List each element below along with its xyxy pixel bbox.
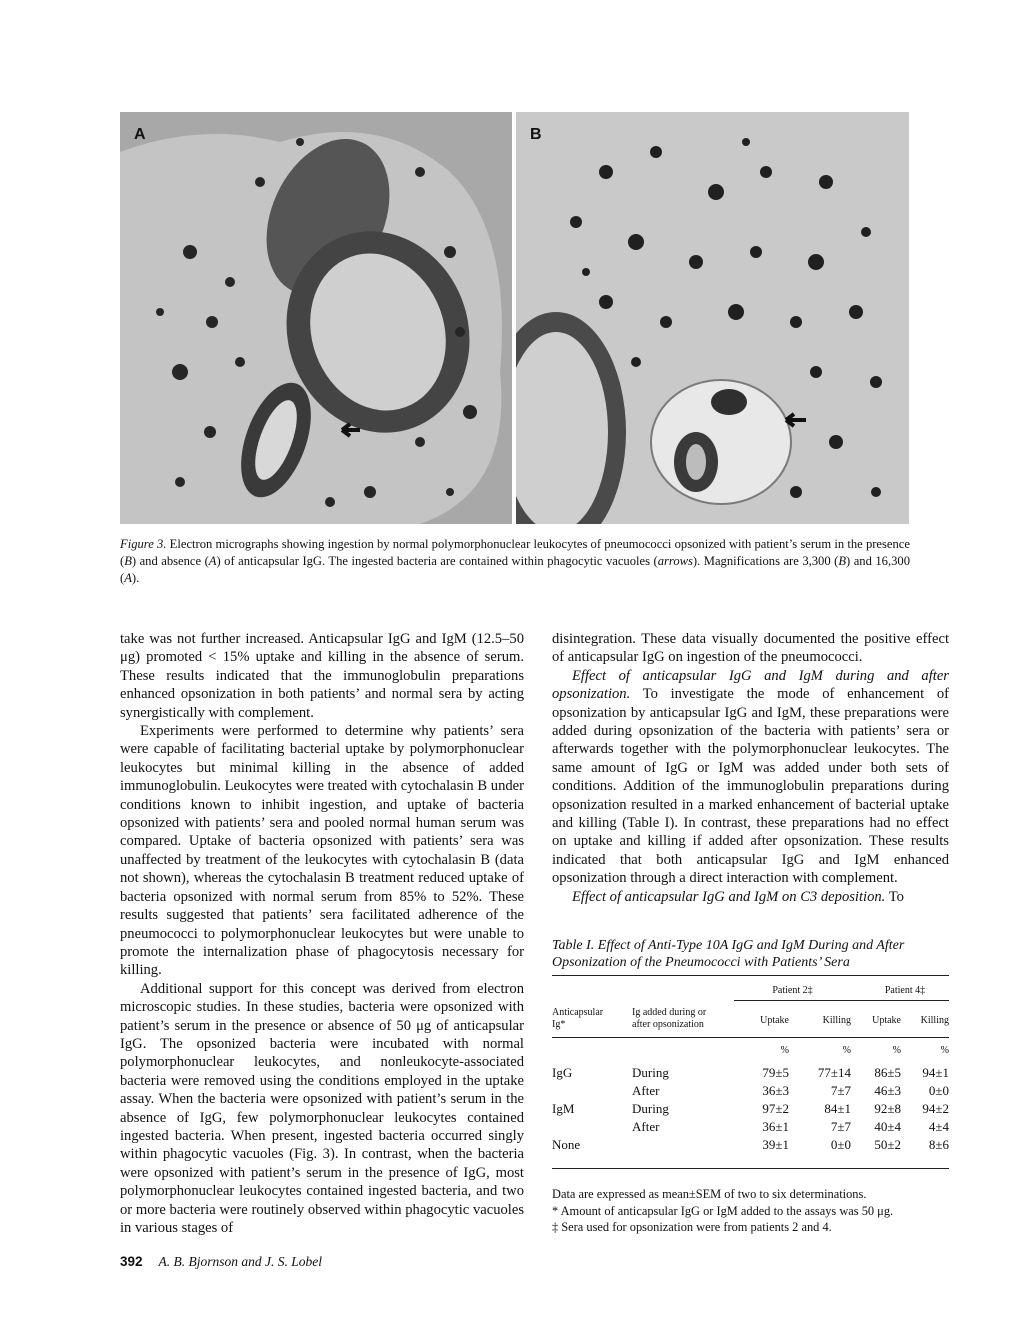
caption-text: ) and 16,300 ( bbox=[120, 554, 910, 585]
table-cell: After bbox=[632, 1118, 660, 1134]
unit-label: % bbox=[892, 1044, 901, 1056]
micrograph-a-image bbox=[120, 112, 512, 524]
table-cell: 8±6 bbox=[928, 1136, 949, 1152]
data-table bbox=[552, 975, 949, 1169]
table-cell: During bbox=[632, 1064, 669, 1080]
table-row bbox=[552, 1082, 949, 1100]
table-cell: IgG bbox=[552, 1064, 573, 1080]
caption-ref: arrows bbox=[657, 554, 693, 568]
caption-ref: B bbox=[124, 554, 132, 568]
column-header: Killing bbox=[920, 1014, 949, 1026]
table-cell bbox=[552, 1082, 632, 1100]
table-cell: 94±2 bbox=[922, 1100, 949, 1116]
table-cell: During bbox=[632, 1100, 669, 1116]
column-header: Uptake bbox=[760, 1014, 789, 1026]
caption-text: ) and absence ( bbox=[131, 554, 209, 568]
table-row bbox=[552, 1136, 949, 1154]
page-number: 392 bbox=[120, 1254, 143, 1269]
micrograph-panel-a bbox=[120, 112, 512, 524]
column-header bbox=[552, 1001, 632, 1031]
unit-label: % bbox=[780, 1044, 789, 1056]
caption-text: ). Magnifications are 3,300 ( bbox=[692, 554, 839, 568]
caption-ref: A bbox=[208, 554, 217, 568]
table-cell: 40±4 bbox=[874, 1118, 901, 1134]
unit-label: % bbox=[842, 1044, 851, 1056]
table-cell bbox=[632, 1136, 734, 1154]
table-cell: 0±0 bbox=[928, 1082, 949, 1098]
paragraph: Additional support for this concept was derived from electron microscopic studies. In these studies, bacteria were opsonized with patient’s serum in the presence or absence of 50 μg of anticapsular IgG. The opsonized bacteria were incubated with normal polymorphonuclear leukocytes, and nonleukocyte-associated bacteria were removed using the conditions employed in the uptake assay. When the bacteria were opsonized with patient’s serum in the absence of IgG, few polymorphonuclear leukocytes contained ingested bacteria. When present, ingested bacteria occurred singly within phagocytic vacuoles (Fig. 3). In contrast, when the bacteria were opsonized with patient’s serum in the presence of IgG, most polymorphonuclear leukocytes contained ingested bacteria, and two or more bacteria were routinely observed within phagocytic vacuoles in various stages of bbox=[120, 980, 524, 1236]
table-cell: 92±8 bbox=[874, 1100, 901, 1116]
table-cell: None bbox=[552, 1136, 581, 1152]
table-cell: 84±1 bbox=[824, 1100, 851, 1116]
table-cell: 94±1 bbox=[922, 1064, 949, 1080]
unit-label: % bbox=[940, 1044, 949, 1056]
caption-label: Figure 3. bbox=[120, 537, 167, 551]
column-header-line: Ig* bbox=[552, 1018, 566, 1030]
figure-caption bbox=[120, 536, 910, 587]
table-cell bbox=[552, 1118, 632, 1136]
right-column bbox=[552, 630, 949, 906]
table-cell: 7±7 bbox=[830, 1118, 851, 1134]
paragraph: disintegration. These data visually documented the positive effect of anticapsular IgG on ingestion of the pneumococci. bbox=[552, 631, 949, 666]
paragraph: take was not further increased. Anticapsular IgG and IgM (12.5–50 μg) promoted < 15% uptake and killing in the absence of serum. These results indicated that the immunoglobulin preparations enhanced opsonization in both patients’ and normal sera by acting synergistically with complement. bbox=[120, 631, 524, 721]
section-heading: Effect of anticapsular IgG and IgM during and after opsonization. bbox=[552, 667, 949, 703]
table-cell: 39±1 bbox=[762, 1136, 789, 1152]
column-header: Uptake bbox=[872, 1014, 901, 1026]
table-row bbox=[552, 1100, 949, 1118]
table-cell: 50±2 bbox=[874, 1136, 901, 1152]
panel-a-label: A bbox=[134, 126, 146, 143]
table-row bbox=[552, 1064, 949, 1082]
footnote: ‡ Sera used for opsonization were from patients 2 and 4. bbox=[552, 1220, 832, 1234]
table-cell: 46±3 bbox=[874, 1082, 901, 1098]
table-row bbox=[552, 1118, 949, 1136]
column-header-line: after opsonization bbox=[632, 1018, 704, 1030]
column-header: Killing bbox=[822, 1014, 851, 1026]
table-cell: 4±4 bbox=[928, 1118, 949, 1134]
table-title: Table I. Effect of Anti-Type 10A IgG and IgM During and After Opsonization of the Pneumococci with Patients’ Sera bbox=[552, 938, 905, 970]
table-footnotes bbox=[552, 1186, 949, 1236]
column-header-line: Ig added during or bbox=[632, 1006, 707, 1018]
table-cell: IgM bbox=[552, 1100, 575, 1116]
table-cell: 36±1 bbox=[762, 1118, 789, 1134]
section-heading: Effect of anticapsular IgG and IgM on C3 deposition. bbox=[572, 888, 886, 905]
paragraph: Experiments were performed to determine why patients’ sera were capable of facilitating bacterial uptake by polymorphonuclear leukocytes but minimal killing in the absence of added immunoglobulin. Leukocytes were treated with cytochalasin B under conditions known to inhibit ingestion, and uptake of bacteria opsonized with patients’ sera and pooled normal human serum was compared. Uptake of bacteria opsonized with patients’ sera was unaffected by treatment of the leukocytes with cytochalasin B (data not shown), whereas the cytochalasin B treatment reduced uptake of bacteria opsonized with normal serum from 85% to 52%. These results suggested that patients’ sera facilitated adherence of the pneumococci to polymorphonuclear leukocytes but were unable to promote the internalization phase of phagocytosis necessary for killing. bbox=[120, 723, 524, 979]
footnote: * Amount of anticapsular IgG or IgM added to the assays was 50 μg. bbox=[552, 1203, 894, 1218]
caption-text: ) of anticapsular IgG. The ingested bacteria are contained within phagocytic vacuoles ( bbox=[216, 554, 658, 568]
patient-2-header: Patient 2‡ bbox=[734, 976, 851, 1001]
caption-text: Electron micrographs showing ingestion by normal polymorphonuclear leukocytes of pneumococci opsonized with patient’s serum in the presence ( bbox=[120, 537, 910, 568]
table-cell: 77±14 bbox=[817, 1064, 851, 1080]
table-cell: 97±2 bbox=[762, 1100, 789, 1116]
table-cell: 86±5 bbox=[874, 1064, 901, 1080]
caption-ref: B bbox=[838, 554, 847, 568]
table-cell: 79±5 bbox=[762, 1064, 789, 1080]
footnote: Data are expressed as mean±SEM of two to six determinations. bbox=[552, 1187, 867, 1201]
paragraph bbox=[552, 667, 949, 888]
caption-text: ). bbox=[131, 571, 140, 585]
running-authors: A. B. Bjornson and J. S. Lobel bbox=[158, 1254, 323, 1269]
left-column bbox=[120, 630, 524, 1237]
page-footer bbox=[120, 1254, 322, 1270]
paragraph-text: To investigate the mode of enhancement of opsonization by anticapsular IgG and IgM, these preparations were added during opsonization of the bacteria with patients’ sera or afterwards together with the polymorphonuclear leukocytes. The same amount of IgG or IgM was added under both sets of conditions. Addition of the immunoglobulin preparations during opsonization resulted in a marked enhancement of bacterial uptake and killing (Table I). In contrast, these preparations had no effect on uptake and killing if added after opsonization. These results indicated that both anticapsular IgG and IgM enhanced opsonization through a direct interaction with complement. bbox=[552, 686, 949, 887]
table-cell: 7±7 bbox=[830, 1082, 851, 1098]
panel-b-label: B bbox=[530, 126, 542, 143]
micrograph-panel-b bbox=[516, 112, 909, 524]
table-cell: 36±3 bbox=[762, 1082, 789, 1098]
micrograph-b-image bbox=[516, 112, 909, 524]
patient-4-header: Patient 4‡ bbox=[851, 976, 949, 1001]
caption-ref: A bbox=[124, 571, 132, 585]
paragraph bbox=[552, 888, 949, 906]
table-cell: After bbox=[632, 1082, 660, 1098]
column-header bbox=[632, 1001, 734, 1031]
column-header-line: Anticapsular bbox=[552, 1006, 604, 1018]
paragraph-text: To bbox=[885, 888, 904, 905]
table-cell: 0±0 bbox=[830, 1136, 851, 1152]
